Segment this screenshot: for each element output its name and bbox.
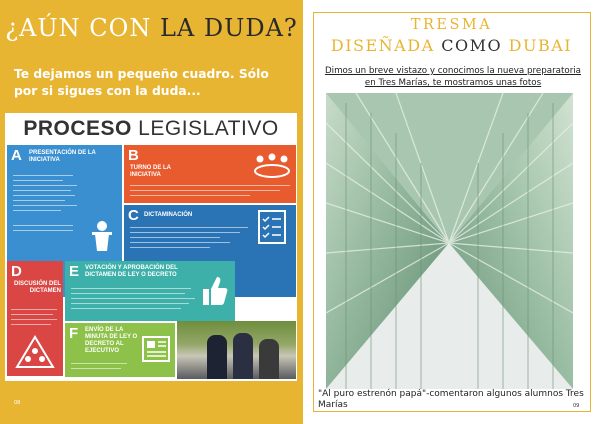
step-e-box — [65, 261, 235, 321]
title-word-dubai: DUBAI — [508, 36, 573, 55]
step-a-title: PRESENTACIÓN DE LA INICIATIVA — [29, 150, 96, 163]
step-e-letter: E — [69, 263, 80, 280]
right-page — [303, 0, 600, 424]
handshake-photo — [177, 321, 296, 379]
article-title-line-2 — [303, 36, 600, 55]
step-e-title: VOTACIÓN Y APROBACIÓN DEL DICTAMEN DE LEY O DECRETO — [85, 265, 178, 278]
step-f-letter: F — [69, 325, 79, 342]
thumbs-up-icon — [199, 273, 229, 307]
step-b-box — [124, 145, 296, 203]
article-caption: Dimos un breve vistazo y conocimos la nueva preparatoria en Tres Marías, te mostramos unas fotos — [324, 66, 582, 88]
title-part-2: LA DUDA? — [159, 14, 298, 42]
article-title-line-1: TRESMA — [410, 17, 493, 33]
meeting-table-icon — [252, 151, 292, 181]
step-b-title: TURNO DE LA INICIATIVA — [130, 165, 171, 178]
building-photo — [326, 93, 573, 389]
step-f-box — [65, 323, 175, 377]
title-word-disenada: DISEÑADA — [330, 36, 442, 55]
step-c-title: DICTAMINACIÓN — [144, 212, 193, 218]
page-subtitle: Te dejamos un pequeño cuadro. Sólo por si sigues con la duda... — [14, 67, 269, 98]
podium-icon — [87, 219, 117, 253]
step-d-letter: D — [11, 263, 22, 280]
page-number-left: 08 — [14, 400, 21, 406]
step-c-letter: C — [128, 207, 139, 224]
title-part-1: ¿AÚN CON — [5, 14, 160, 42]
photo-quote: "Al puro estrenón papá"-comentaron algunos alumnos Tres Marías — [318, 389, 584, 410]
infographic-title — [5, 117, 297, 141]
step-d-title: DISCUSIÓN DEL DICTAMEN — [13, 281, 61, 294]
glass-building-graphic — [326, 93, 573, 389]
page-title — [0, 14, 303, 42]
step-a-letter: A — [11, 147, 22, 164]
title-word-como: COMO — [441, 36, 509, 55]
infographic-title-light: LEGISLATIVO — [131, 117, 279, 140]
newspaper-icon — [141, 335, 171, 363]
step-d-box — [7, 261, 63, 376]
assembly-icon — [15, 333, 55, 369]
legislative-process-infographic — [5, 113, 297, 381]
step-b-letter: B — [128, 147, 139, 164]
infographic-title-bold: PROCESO — [23, 117, 132, 140]
step-f-title: ENVÍO DE LA MINUTA DE LEY O DECRETO AL EJECUTIVO — [85, 327, 138, 354]
page-number-right: 09 — [573, 403, 580, 409]
checklist-icon — [256, 209, 288, 245]
